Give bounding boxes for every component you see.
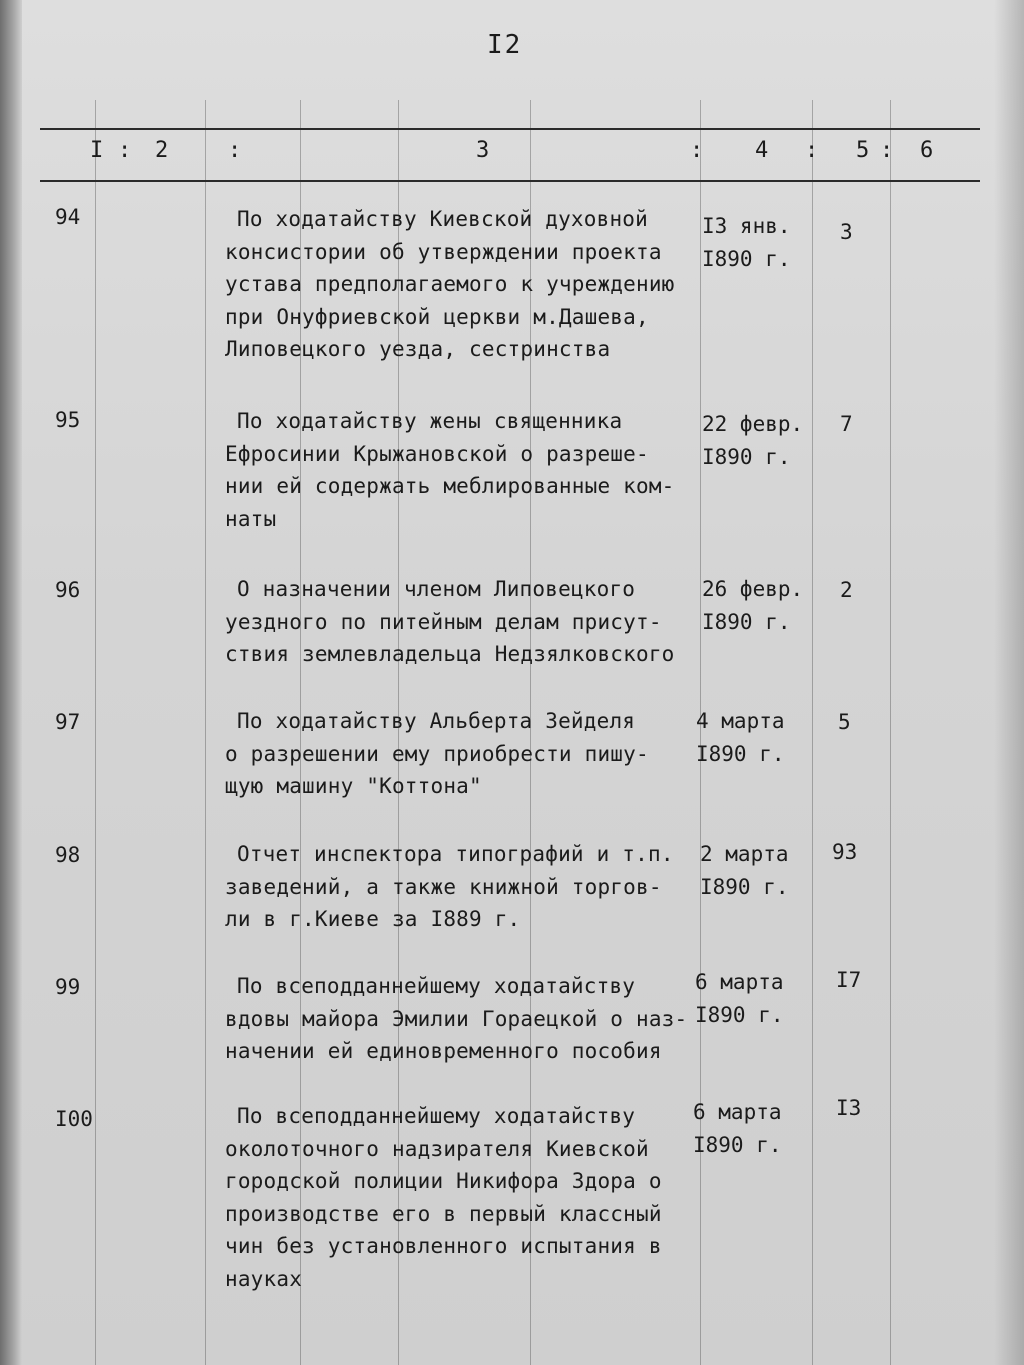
entry-date bbox=[702, 573, 822, 638]
description-line: устава предполагаемого к учреждению bbox=[225, 272, 675, 296]
entry-number: 96 bbox=[55, 578, 81, 602]
entry-description bbox=[225, 405, 715, 535]
column-number: 4 bbox=[755, 138, 769, 163]
column-number: 2 bbox=[155, 138, 169, 163]
date-line: 6 марта bbox=[695, 970, 784, 994]
column-separator: : bbox=[805, 138, 819, 163]
entry-number: 94 bbox=[55, 205, 81, 229]
entry-pages: 2 bbox=[840, 578, 853, 602]
date-line: I890 г. bbox=[696, 741, 785, 766]
column-number: 5 bbox=[856, 138, 870, 163]
description-line: вдовы майора Эмилии Гораецкой о наз- bbox=[225, 1006, 688, 1031]
date-line: I890 г. bbox=[702, 609, 791, 634]
description-line: Липовецкого уезда, сестринства bbox=[225, 337, 611, 361]
description-line: нии ей содержать меблированные ком- bbox=[225, 474, 675, 498]
description-line: начении ей единовременного пособия bbox=[225, 1039, 662, 1063]
description-line: По ходатайству жены священника bbox=[237, 409, 623, 433]
description-line: околоточного надзирателя Киевской bbox=[225, 1136, 649, 1161]
column-number: 6 bbox=[920, 138, 934, 163]
page-number: I2 bbox=[487, 30, 523, 60]
entry-pages: 7 bbox=[840, 412, 853, 436]
entry-date bbox=[700, 838, 820, 903]
column-separator: : bbox=[690, 138, 704, 163]
description-line: Ефросинии Крыжановской о разреше- bbox=[225, 441, 649, 466]
description-line: при Онуфриевской церкви м.Дашева, bbox=[225, 304, 649, 329]
date-line: 2 марта bbox=[700, 842, 789, 866]
column-number: 3 bbox=[476, 138, 490, 163]
entry-description bbox=[225, 1100, 715, 1295]
date-line: I890 г. bbox=[693, 1132, 782, 1157]
entry-pages: I7 bbox=[836, 968, 862, 992]
description-line: производстве его в первый классный bbox=[225, 1201, 662, 1226]
entry-description bbox=[225, 838, 715, 936]
description-line: чин без установленного испытания в bbox=[225, 1234, 662, 1258]
page-edge-shadow bbox=[994, 0, 1024, 1365]
entry-date bbox=[702, 408, 822, 473]
description-line: По ходатайству Киевской духовной bbox=[237, 207, 648, 231]
date-line: I890 г. bbox=[702, 444, 791, 469]
date-line: 22 февр. bbox=[702, 412, 804, 436]
entry-pages: 93 bbox=[832, 840, 858, 864]
entry-pages: I3 bbox=[836, 1096, 862, 1120]
description-line: уездного по питейным делам присут- bbox=[225, 609, 662, 634]
header-bottom-rule bbox=[40, 180, 980, 182]
entry-description bbox=[225, 203, 715, 366]
entry-number: 99 bbox=[55, 975, 81, 999]
description-line: По всеподданнейшему ходатайству bbox=[237, 974, 636, 998]
entry-date bbox=[695, 966, 815, 1031]
description-line: городской полиции Никифора Здора о bbox=[225, 1169, 662, 1193]
date-line: I890 г. bbox=[702, 246, 791, 271]
date-line: 6 марта bbox=[693, 1100, 782, 1124]
entry-number: 95 bbox=[55, 408, 81, 432]
binder-edge bbox=[0, 0, 22, 1365]
entry-pages: 3 bbox=[840, 220, 853, 244]
entry-date bbox=[696, 705, 816, 770]
description-line: ли в г.Киеве за I889 г. bbox=[225, 907, 521, 931]
column-separator: : bbox=[118, 138, 132, 163]
date-line: I890 г. bbox=[695, 1002, 784, 1027]
description-line: О назначении членом Липовецкого bbox=[237, 577, 636, 601]
date-line: I890 г. bbox=[700, 874, 789, 899]
date-line: 26 февр. bbox=[702, 577, 804, 601]
description-line: заведений, а также книжной торгов- bbox=[225, 874, 662, 899]
entry-description bbox=[225, 573, 715, 671]
entry-number: 97 bbox=[55, 710, 81, 734]
description-line: ствия землевладельца Недзялковского bbox=[225, 642, 675, 666]
description-line: о разрешении ему приобрести пишу- bbox=[225, 741, 649, 766]
column-separator: : bbox=[228, 138, 242, 163]
entry-description bbox=[225, 970, 715, 1068]
description-line: Отчет инспектора типографий и т.п. bbox=[237, 842, 674, 866]
column-guide-line bbox=[890, 100, 891, 1365]
description-line: науках bbox=[225, 1266, 303, 1291]
entry-description bbox=[225, 705, 715, 803]
date-line: I3 янв. bbox=[702, 214, 791, 238]
header-top-rule bbox=[40, 128, 980, 130]
date-line: 4 марта bbox=[696, 709, 785, 733]
column-guide-line bbox=[95, 100, 96, 1365]
entry-date bbox=[693, 1096, 813, 1161]
column-guide-line bbox=[205, 100, 206, 1365]
description-line: консистории об утверждении проекта bbox=[225, 239, 662, 264]
description-line: По всеподданнейшему ходатайству bbox=[237, 1104, 636, 1128]
entry-number: 98 bbox=[55, 843, 81, 867]
entry-number: I00 bbox=[55, 1107, 93, 1131]
description-line: щую машину "Коттона" bbox=[225, 774, 482, 798]
description-line: наты bbox=[225, 506, 277, 531]
description-line: По ходатайству Альберта Зейделя bbox=[237, 709, 636, 733]
entry-date bbox=[702, 210, 822, 275]
column-number: I bbox=[90, 138, 104, 163]
entry-pages: 5 bbox=[838, 710, 851, 734]
column-separator: : bbox=[880, 138, 894, 163]
